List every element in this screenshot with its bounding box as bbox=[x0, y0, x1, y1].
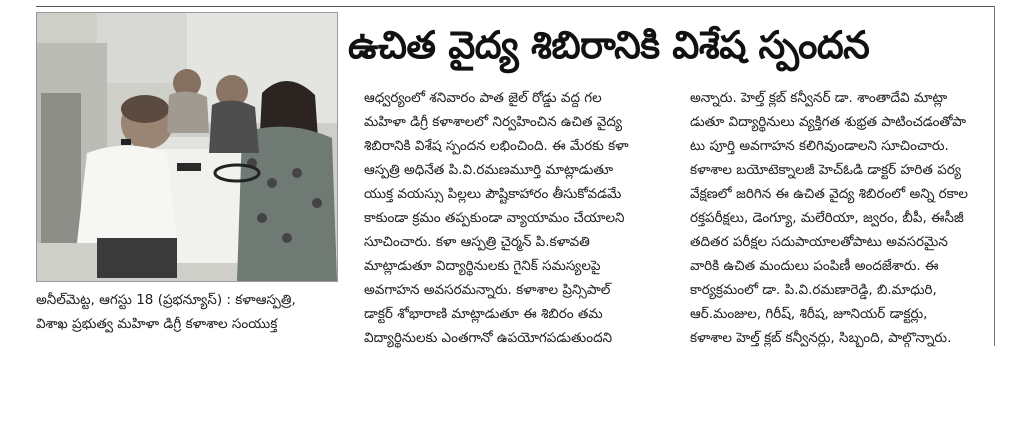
text-line: డుతూ విద్యార్థినులు వ్యక్తిగత శుభ్రత పాటించడంతోపా bbox=[690, 114, 966, 130]
text-line: తదితర పరీక్షల సదుపాయాలతోపాటు అవసరమైన bbox=[690, 234, 948, 250]
right-rule bbox=[994, 6, 995, 346]
text-line: ఆర్.మంజుల, గిరీష్, శిరీష, జూనియర్ డాక్టర్లు, bbox=[690, 306, 928, 322]
text-line: కళాశాల హెల్త్ క్లబ్ కన్వీనర్లు, సిబ్బంది, పాల్గొన్నారు. bbox=[690, 330, 952, 346]
text-line: టు పూర్తి అవగాహన కలిగివుండాలని సూచించారు. bbox=[690, 138, 949, 154]
text-line: అనీల్‌మెట్ట, ఆగస్టు 18 (ప్రభన్యూస్) : కళాఆస్పత్రి, bbox=[36, 292, 296, 308]
text-line: ఆస్పత్రి అధినేత పి.వి.రమణమూర్తి మాట్లాడుతూ bbox=[364, 162, 613, 178]
text-line: కాకుండా క్రమం తప్పకుండా వ్యాయామం చేయాలని bbox=[364, 210, 625, 226]
text-line: రక్తపరీక్షలు, డెంగ్యూ, మలేరియా, జ్వరం, బీపీ, ఈసీజీ bbox=[690, 210, 964, 226]
text-line: మాట్లాడుతూ విద్యార్థినులకు గైనిక్ సమస్యలపై bbox=[364, 258, 601, 274]
text-line: విశాఖ ప్రభుత్వ మహిళా డిగ్రీ కళాశాల సంయుక్త bbox=[36, 316, 278, 332]
photo-illustration bbox=[37, 13, 337, 281]
text-line: ఆధ్వర్యంలో శనివారం పాత జైల్ రోడ్డు వద్ద గల bbox=[364, 90, 602, 106]
text-line: సూచించారు. కళా ఆస్పత్రి చైర్మన్ పి.కళావతి bbox=[364, 234, 590, 250]
text-line: డాక్టర్ శోభారాణి మాట్లాడుతూ ఈ శిబిరం తమ bbox=[364, 306, 603, 322]
article-column-middle bbox=[364, 86, 682, 350]
text-line: యుక్త వయస్సు పిల్లలు పౌష్టికాహారం తీసుకోవడమే bbox=[364, 186, 622, 202]
text-line: అవగాహన అవసరమన్నారు. కళాశాల ప్రిన్సిపాల్ bbox=[364, 282, 611, 298]
text-line: కళాశాల బయోటెక్నాలజీ హెచ్ఓడి డాక్టర్ హరిత పర్య bbox=[690, 162, 962, 178]
text-line: వారికి ఉచిత మందులు పంపిణీ అందజేశారు. ఈ bbox=[690, 258, 939, 274]
text-line: వేక్షణలో జరిగిన ఈ ఉచిత వైద్య శిబిరంలో అన్ని రకాల bbox=[690, 186, 968, 202]
article-column-left bbox=[36, 288, 336, 336]
text-line: మహిళా డిగ్రీ కళాశాలలో నిర్వహించిన ఉచిత వైద్య bbox=[364, 114, 623, 130]
text-line: కార్యక్రమంలో డా. పి.వి.రమణారెడ్డి, బి.మాధురి, bbox=[690, 282, 937, 298]
text-line: అన్నారు. హెల్త్ క్లబ్ కన్వీనర్ డా. శాంతాదేవి మాట్లా bbox=[690, 90, 948, 106]
text-line: విద్యార్థినులకు ఎంతగానో ఉపయోగపడుతుందని bbox=[364, 330, 613, 346]
text-line: శిబిరానికి విశేష స్పందన లభించింది. ఈ మేరకు కళా bbox=[364, 138, 629, 154]
news-photo bbox=[36, 12, 338, 282]
top-rule bbox=[36, 6, 994, 7]
article-column-right bbox=[690, 86, 990, 350]
headline: ఉచిత వైద్య శిబిరానికి విశేష స్పందన bbox=[348, 23, 870, 67]
